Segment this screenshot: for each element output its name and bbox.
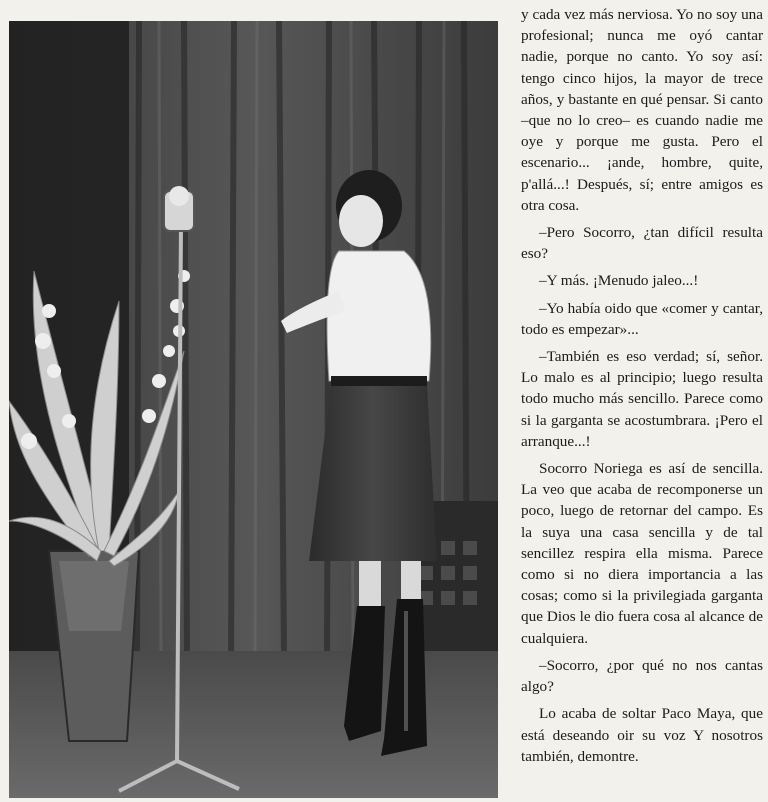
article-paragraph: y cada vez más nerviosa. Yo no soy una profesional; nunca me oyó cantar nadie, porque no canto. Yo soy así: tengo cinco hijos, la mayor de trece años, y bastante en qué pensar. Si canto –que no lo creo– es cuando nadie me oye y porque me gusta. Pero el escenario... ¡ande, hombre, quite, p'allá...! Después, sí; entre amigos es otra cosa. xyxy=(521,6,763,214)
article-text-column xyxy=(521,4,763,767)
article-paragraph: –También es eso verdad; sí, señor. Lo malo es al principio; luego resulta todo mucho más sencillo. Parece como si la garganta se acostumbrara. ¡Pero el arranque...! xyxy=(521,348,763,450)
article-paragraph: Lo acaba de soltar Paco Maya, que está deseando oir su voz Y nosotros también, demontre. xyxy=(521,705,763,765)
article-paragraph: –Yo había oido que «comer y cantar, todo es empezar»... xyxy=(521,299,763,338)
article-paragraph: –Socorro, ¿por qué no nos cantas algo? xyxy=(521,656,763,696)
article-paragraph: –Pero Socorro, ¿tan difícil resulta eso? xyxy=(521,224,763,263)
stage-photo xyxy=(9,21,498,798)
photo-illustration xyxy=(9,21,498,798)
article-paragraph: –Y más. ¡Menudo jaleo...! xyxy=(539,272,699,290)
article-paragraph: Socorro Noriega es así de sencilla. La veo que acaba de recomponerse un poco, luego de retornar del campo. Es la suya una casa sencilla y de tal sencillez respira ella misma. Parece como si no diera importancia a las cosas; como si la privilegiada garganta que Dios le dio fuera cosa al alcance de cualquiera. xyxy=(521,460,763,647)
